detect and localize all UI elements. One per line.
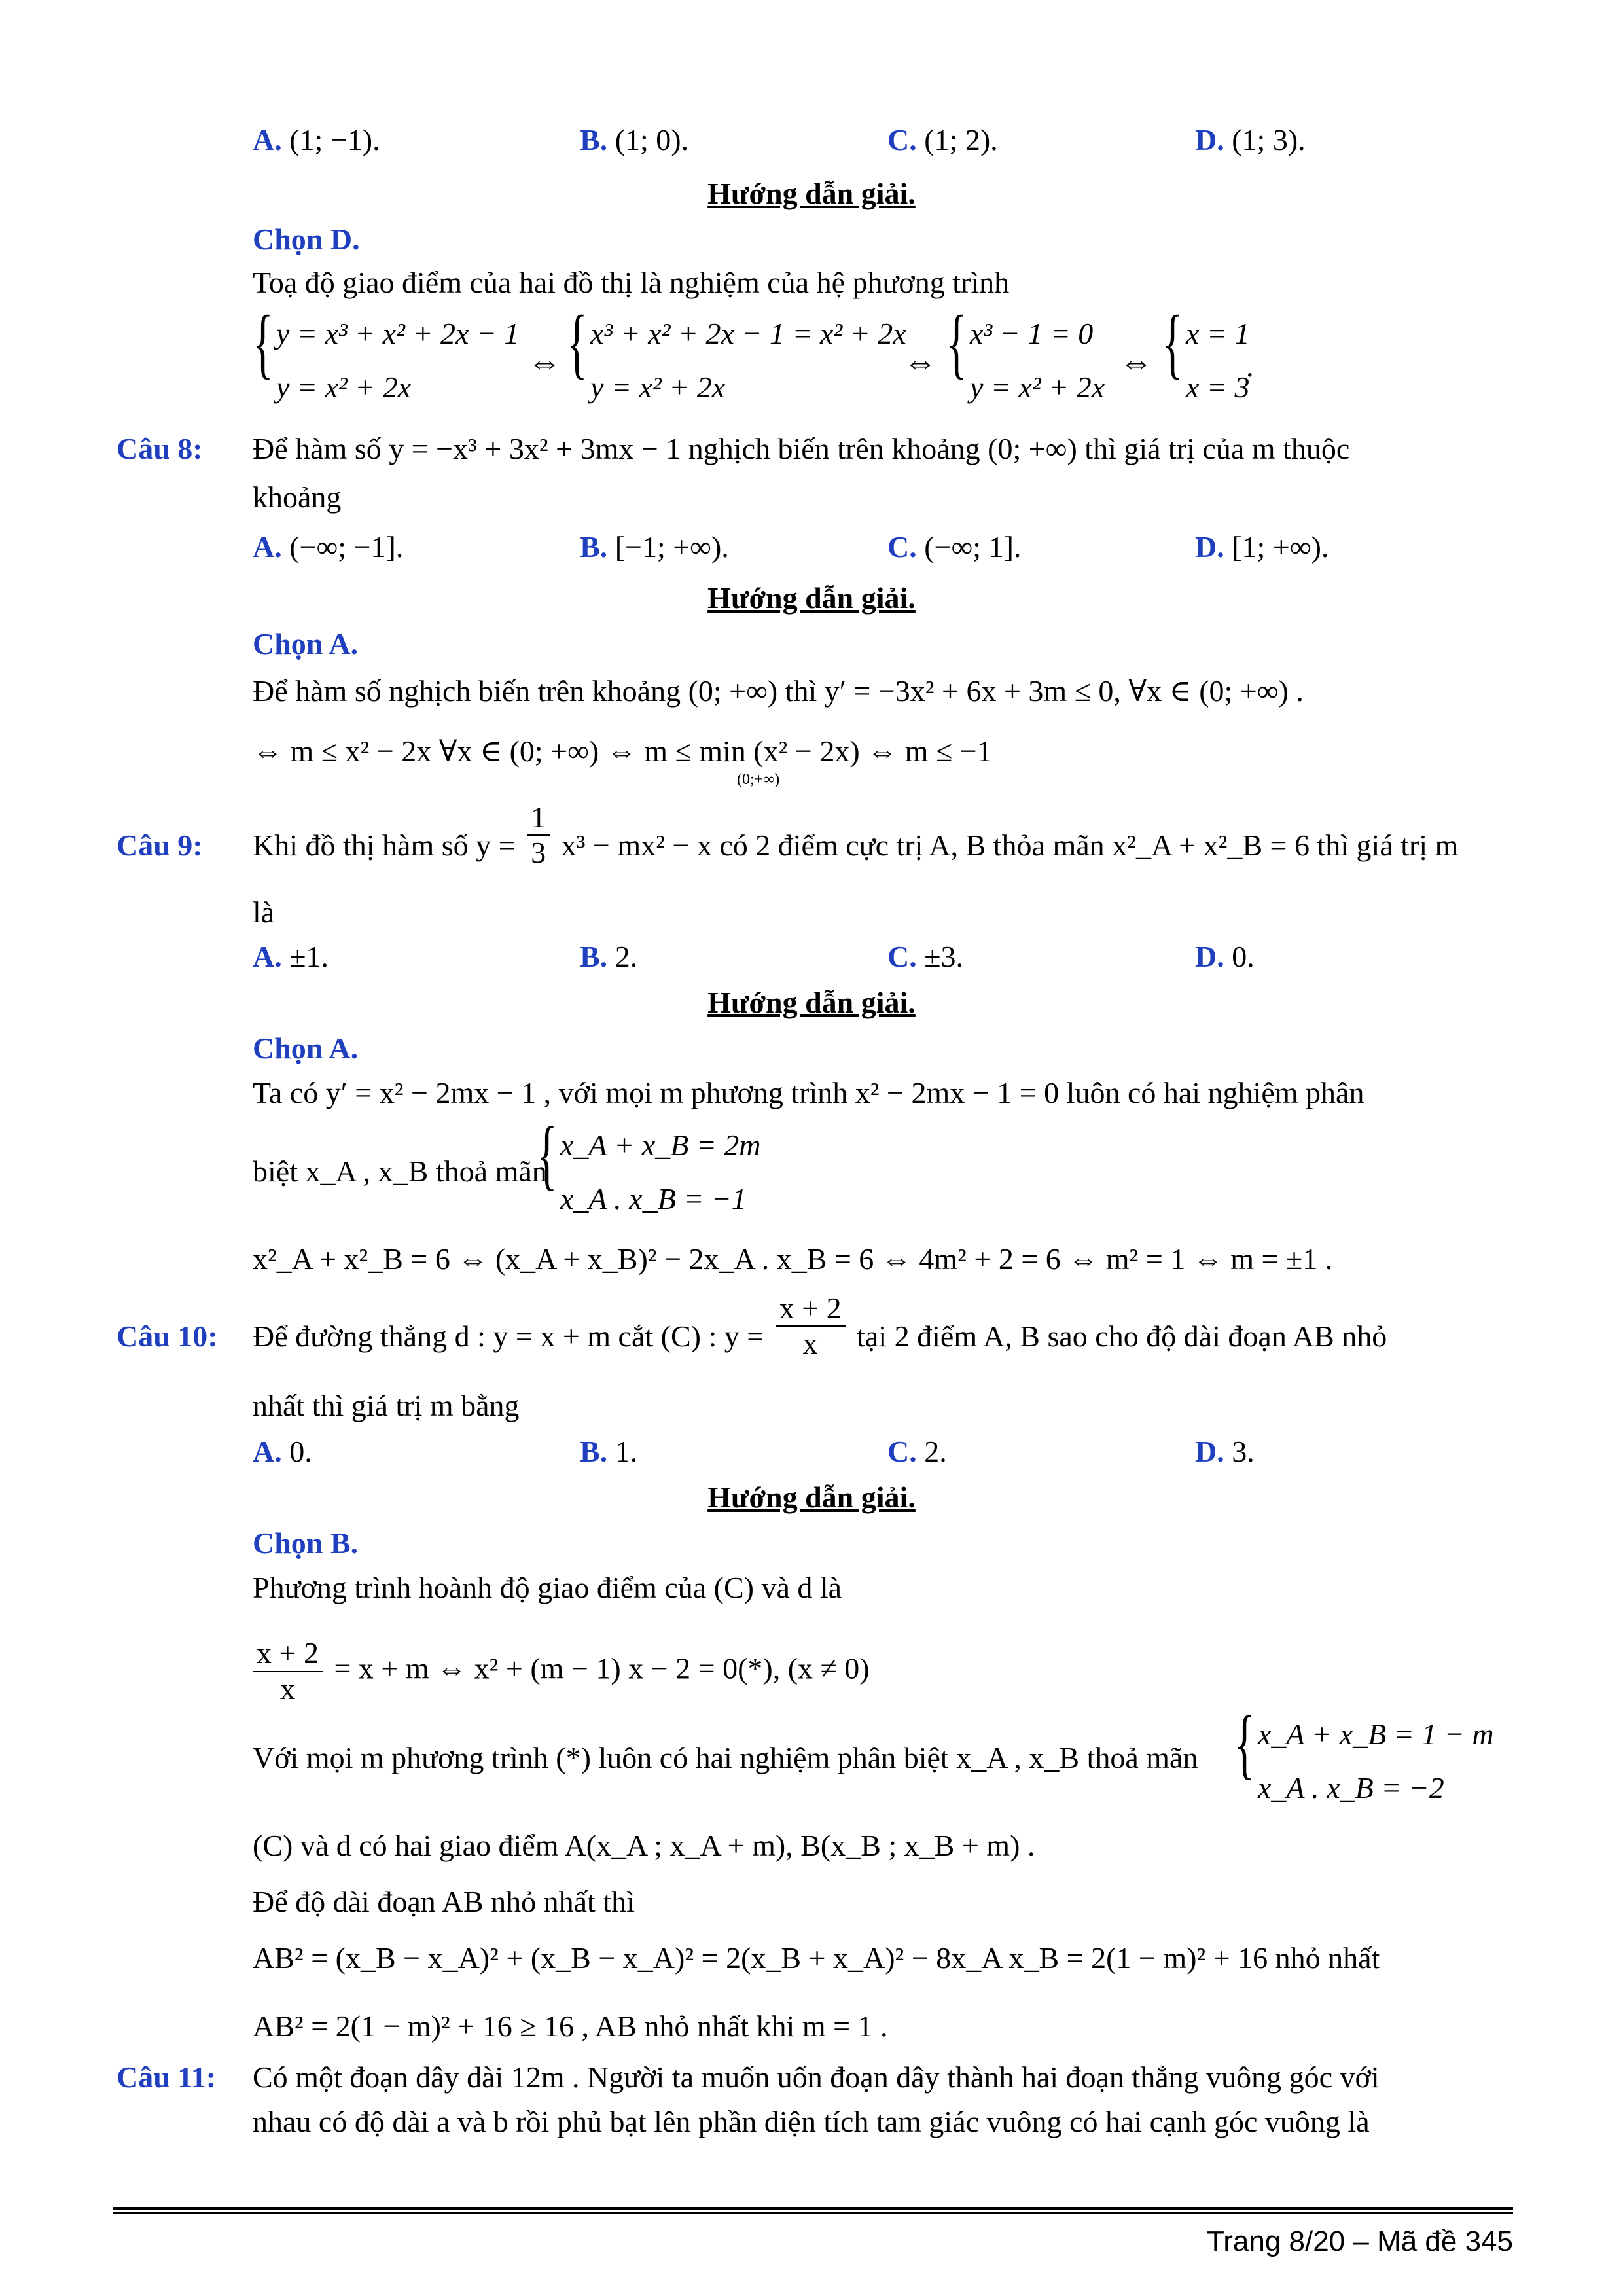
option-label: D. bbox=[1195, 1435, 1224, 1468]
system-row: x = 1 bbox=[1186, 317, 1250, 350]
q7-solution-line1: Toạ độ giao điểm của hai đồ thị là nghiệm của hệ phương trình bbox=[253, 266, 1010, 299]
q8-option-b bbox=[580, 528, 729, 567]
q10-option-d bbox=[1195, 1432, 1255, 1471]
q11-text-2: nhau có độ dài a và b rồi phủ bạt lên phần diện tích tam giác vuông có hai cạnh góc vuông là bbox=[253, 2105, 1370, 2138]
option-text: ±3. bbox=[924, 940, 963, 973]
q9-option-a bbox=[253, 937, 329, 977]
system-row: x_A . x_B = −1 bbox=[560, 1182, 747, 1215]
left-brace: { bbox=[1162, 299, 1183, 386]
fraction bbox=[776, 1291, 846, 1362]
option-label: C. bbox=[887, 1435, 917, 1468]
option-text: 0. bbox=[1232, 940, 1255, 973]
option-label: A. bbox=[253, 1435, 282, 1468]
option-label: B. bbox=[580, 1435, 608, 1468]
option-text: (1; 2). bbox=[924, 123, 998, 156]
q7-option-d bbox=[1195, 120, 1306, 160]
q10-solution-line2 bbox=[253, 1636, 870, 1707]
footer-rule-thin bbox=[113, 2212, 1513, 2214]
q10-chon: Chọn B. bbox=[253, 1526, 359, 1560]
page-footer: Trang 8/20 – Mã đề 345 bbox=[1206, 2225, 1513, 2257]
fraction-denominator: x bbox=[802, 1327, 818, 1361]
q8-solution-line2: ⇔ m ≤ x² − 2x ∀x ∈ (0; +∞) ⇔ m ≤ min (x² − 2x) ⇔ m ≤ −1 bbox=[253, 734, 992, 768]
option-label: B. bbox=[580, 530, 608, 564]
system-row: x_A . x_B = −2 bbox=[1258, 1771, 1444, 1804]
option-text: ±1. bbox=[289, 940, 329, 973]
q7-option-a bbox=[253, 120, 380, 160]
option-label: A. bbox=[253, 940, 282, 973]
q10-text-a: Để đường thẳng d : y = x + m cắt (C) : y = bbox=[253, 1319, 764, 1353]
q10-option-c bbox=[887, 1432, 947, 1471]
q10-solution-line3: Với mọi m phương trình (*) luôn có hai nghiệm phân biệt x_A , x_B thoả mãn bbox=[253, 1741, 1198, 1774]
q8-text: Để hàm số y = −x³ + 3x² + 3mx − 1 nghịch biến trên khoảng (0; +∞) thì giá trị của m thuộc bbox=[253, 432, 1350, 465]
system-row: y = x³ + x² + 2x − 1 bbox=[276, 317, 520, 350]
q10-solution-line6: AB² = (x_B − x_A)² + (x_B − x_A)² = 2(x_B + x_A)² − 8x_A x_B = 2(1 − m)² + 16 nhỏ nhất bbox=[253, 1941, 1380, 1975]
option-text: 1. bbox=[615, 1435, 638, 1468]
option-text: 2. bbox=[924, 1435, 947, 1468]
q10-solution-heading: Hướng dẫn giải. bbox=[707, 1480, 916, 1514]
q9-solution-line3: x²_A + x²_B = 6 ⇔ (x_A + x_B)² − 2x_A . x_B = 6 ⇔ 4m² + 2 = 6 ⇔ m² = 1 ⇔ m = ±1 . bbox=[253, 1242, 1333, 1276]
option-text: 0. bbox=[289, 1435, 312, 1468]
q10-solution-line4: (C) và d có hai giao điểm A(x_A ; x_A + m), B(x_B ; x_B + m) . bbox=[253, 1829, 1035, 1862]
equation-rest: = x + m ⇔ x² + (m − 1) x − 2 = 0(*), (x ≠ 0) bbox=[334, 1651, 870, 1685]
q9-solution-line1: Ta có y′ = x² − 2mx − 1 , với mọi m phương trình x² − 2mx − 1 = 0 luôn có hai nghiệm phân bbox=[253, 1076, 1364, 1109]
q9-text-2: là bbox=[253, 895, 275, 929]
left-brace: { bbox=[253, 299, 274, 386]
q9-text-b: x³ − mx² − x có 2 điểm cực trị A, B thỏa mãn x²_A + x²_B = 6 thì giá trị m bbox=[561, 829, 1459, 862]
q9-option-d bbox=[1195, 937, 1255, 977]
fraction bbox=[253, 1636, 323, 1707]
option-text: (1; −1). bbox=[289, 123, 380, 156]
fraction-numerator: x + 2 bbox=[776, 1291, 846, 1327]
fraction-numerator: 1 bbox=[527, 800, 550, 836]
option-text: [−1; +∞). bbox=[615, 530, 729, 564]
q9-text-a: Khi đồ thị hàm số y = bbox=[253, 829, 516, 862]
q7-chon: Chọn D. bbox=[253, 223, 360, 256]
option-text: (1; 3). bbox=[1232, 123, 1306, 156]
q10-text bbox=[253, 1291, 1387, 1361]
option-text: (1; 0). bbox=[615, 123, 689, 156]
q7-option-b bbox=[580, 120, 688, 160]
option-label: B. bbox=[580, 940, 608, 973]
option-label: A. bbox=[253, 123, 282, 156]
footer-rule bbox=[113, 2207, 1513, 2210]
left-brace: { bbox=[567, 299, 588, 386]
equiv-symbol: ⇔ bbox=[527, 344, 562, 381]
option-label: D. bbox=[1195, 940, 1224, 973]
q10-option-a bbox=[253, 1432, 312, 1471]
q8-option-a bbox=[253, 528, 403, 567]
q7-solution-heading: Hướng dẫn giải. bbox=[707, 177, 916, 210]
option-text: (−∞; 1]. bbox=[924, 530, 1022, 564]
fraction-denominator: 3 bbox=[531, 836, 546, 870]
q11-text-1: Có một đoạn dây dài 12m . Người ta muốn uốn đoạn dây thành hai đoạn thẳng vuông góc với bbox=[253, 2060, 1380, 2094]
q10-solution-line5: Để độ dài đoạn AB nhỏ nhất thì bbox=[253, 1885, 635, 1918]
q8-label: Câu 8: bbox=[116, 432, 203, 465]
q9-option-b bbox=[580, 937, 637, 977]
option-label: C. bbox=[887, 940, 917, 973]
q10-label: Câu 10: bbox=[116, 1319, 218, 1353]
q8-solution-line1: Để hàm số nghịch biến trên khoảng (0; +∞) thì y′ = −3x² + 6x + 3m ≤ 0, ∀x ∈ (0; +∞) . bbox=[253, 674, 1304, 708]
min-subscript: (0;+∞) bbox=[737, 771, 780, 788]
system-row: x³ + x² + 2x − 1 = x² + 2x bbox=[590, 317, 906, 350]
left-brace: { bbox=[1234, 1700, 1255, 1787]
q8-solution-heading: Hướng dẫn giải. bbox=[707, 581, 916, 615]
left-brace: { bbox=[946, 299, 967, 386]
option-label: A. bbox=[253, 530, 282, 564]
option-text: 2. bbox=[615, 940, 638, 973]
equiv-symbol: ⇔ bbox=[1119, 344, 1153, 381]
q8-chon: Chọn A. bbox=[253, 627, 359, 660]
q8-option-c bbox=[887, 528, 1021, 567]
period: . bbox=[1246, 350, 1254, 383]
equiv-symbol: ⇔ bbox=[903, 344, 937, 381]
system-row: y = x² + 2x bbox=[970, 370, 1105, 404]
q9-text bbox=[253, 800, 1459, 870]
q8-text-2: khoảng bbox=[253, 480, 342, 514]
q10-text-2: nhất thì giá trị m bằng bbox=[253, 1389, 520, 1422]
system-row: x_A + x_B = 2m bbox=[560, 1128, 761, 1162]
option-label: C. bbox=[887, 530, 917, 564]
q9-option-c bbox=[887, 937, 963, 977]
option-text: [1; +∞). bbox=[1232, 530, 1329, 564]
option-label: D. bbox=[1195, 530, 1224, 564]
option-text: 3. bbox=[1232, 1435, 1255, 1468]
q8-option-d bbox=[1195, 528, 1329, 567]
option-label: B. bbox=[580, 123, 608, 156]
fraction-numerator: x + 2 bbox=[253, 1636, 323, 1672]
option-text: (−∞; −1]. bbox=[289, 530, 404, 564]
q11-label: Câu 11: bbox=[116, 2060, 217, 2094]
q7-option-c bbox=[887, 120, 998, 160]
q9-solution-line2: biệt x_A , x_B thoả mãn bbox=[253, 1155, 547, 1188]
q9-solution-heading: Hướng dẫn giải. bbox=[707, 986, 916, 1019]
system-row: x_A + x_B = 1 − m bbox=[1258, 1717, 1494, 1751]
q10-option-b bbox=[580, 1432, 637, 1471]
fraction bbox=[527, 800, 550, 871]
system-row: y = x² + 2x bbox=[590, 370, 726, 404]
system-row: x = 3 bbox=[1186, 370, 1250, 404]
system-row: x³ − 1 = 0 bbox=[970, 317, 1094, 350]
q10-text-b: tại 2 điểm A, B sao cho độ dài đoạn AB nhỏ bbox=[857, 1319, 1387, 1353]
q9-label: Câu 9: bbox=[116, 829, 203, 862]
left-brace: { bbox=[537, 1111, 558, 1198]
fraction-denominator: x bbox=[279, 1672, 295, 1706]
q10-solution-line1: Phương trình hoành độ giao điểm của (C) và d là bbox=[253, 1571, 842, 1604]
system-row: y = x² + 2x bbox=[276, 370, 412, 404]
q10-solution-line7: AB² = 2(1 − m)² + 16 ≥ 16 , AB nhỏ nhất khi m = 1 . bbox=[253, 2009, 888, 2043]
option-label: C. bbox=[887, 123, 917, 156]
option-label: D. bbox=[1195, 123, 1224, 156]
q9-chon: Chọn A. bbox=[253, 1031, 359, 1065]
